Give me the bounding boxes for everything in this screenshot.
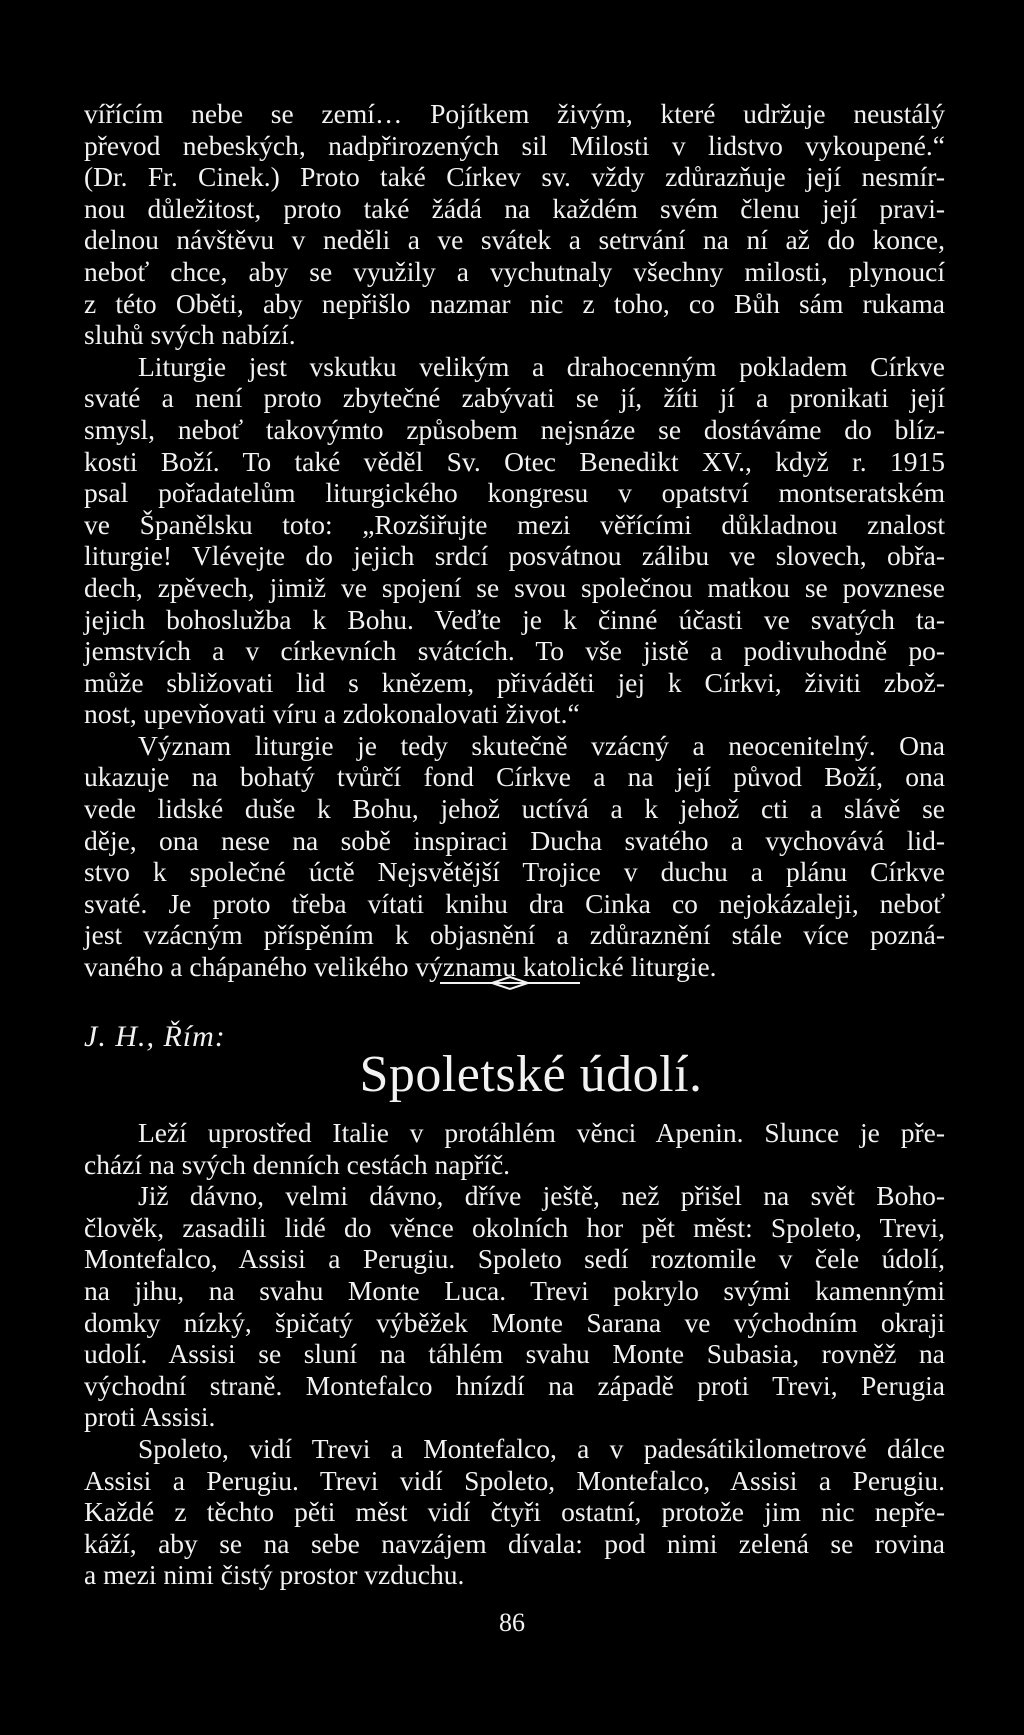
- text-line: Montefalco, Assisi a Perugiu. Spoleto sedí roztomile v čele údolí,: [84, 1243, 945, 1275]
- text-line: svaté a není proto zbytečné zabývati se jí, žíti jí a pronikati její: [84, 382, 945, 414]
- text-line: chází na svých denních cestách napříč.: [84, 1148, 511, 1180]
- text-line: liturgie! Vlévejte do jejich srdcí posvátnou zálibu ve slovech, obřa-: [84, 540, 945, 572]
- paragraph-2: [84, 351, 945, 730]
- text-line: udolí. Assisi se sluní na táhlém svahu Monte Subasia, rovněž na: [84, 1338, 945, 1370]
- ornament-divider: [440, 974, 580, 992]
- text-line: vede lidské duše k Bohu, jehož uctívá a k jehož cti a slávě se: [84, 793, 945, 825]
- text-line: na jihu, na svahu Monte Luca. Trevi pokrylo svými kamennými: [84, 1274, 945, 1306]
- paragraph-3: [84, 730, 945, 983]
- text-line: jest vzácným příspěním k objasnění a zdůraznění stále více pozná-: [84, 919, 945, 951]
- text-line: dech, zpěvech, jimiž ve spojení se svou společnou matkou se povznese: [84, 571, 945, 603]
- text-line: Každé z těchto pěti měst vidí čtyři ostatní, protože jim nic nepře-: [84, 1496, 945, 1528]
- text-line: Spoleto, vidí Trevi a Montefalco, a v padesátikilometrové dálce: [138, 1432, 945, 1464]
- text-line: východní straně. Montefalco hnízdí na západě proti Trevi, Perugia: [84, 1369, 945, 1401]
- text-line: vaného a chápaného velikého významu katolické liturgie.: [84, 951, 717, 983]
- top-text-block: [84, 98, 945, 983]
- text-line: a mezi nimi čistý prostor vzduchu.: [84, 1559, 465, 1591]
- text-line: z této Oběti, aby nepřišlo nazmar nic z toho, co Bůh sám rukama: [84, 287, 945, 319]
- text-line: káží, aby se na sebe navzájem dívala: pod nimi zelená se rovina: [84, 1527, 945, 1559]
- text-line: ukazuje na bohatý tvůrčí fond Církve a na její původ Boží, ona: [84, 761, 945, 793]
- text-line: Liturgie jest vskutku velikým a drahocenným pokladem Církve: [138, 350, 945, 382]
- text-line: jejich bohoslužba k Bohu. Veďte je k činné účasti ve svatých ta-: [84, 603, 945, 635]
- article-paragraph-2: [84, 1180, 945, 1433]
- text-line: člověk, zasadili lidé do věnce okolních hor pět měst: Spoleto, Trevi,: [84, 1211, 945, 1243]
- text-line: kosti Boží. To také věděl Sv. Otec Benedikt XV., když r. 1915: [84, 445, 945, 477]
- text-line: smysl, neboť takovýmto způsobem nejsnáze se dostáváme do blíz-: [84, 413, 945, 445]
- text-line: (Dr. Fr. Cinek.) Proto také Církev sv. vždy zdůrazňuje její nesmír-: [84, 161, 945, 193]
- article-text-block: [84, 1117, 945, 1591]
- article-title: Spoletské údolí.: [359, 1046, 703, 1103]
- text-line: stvo k společné úctě Nejsvětější Trojice v duchu a plánu Církve: [84, 856, 945, 888]
- text-line: psal pořadatelům liturgického kongresu v opatství montseratském: [84, 477, 945, 509]
- text-line: svaté. Je proto třeba vítati knihu dra Cinka co nejokázaleji, neboť: [84, 887, 945, 919]
- text-line: sluhů svých nabízí.: [84, 319, 296, 351]
- article-paragraph-3: [84, 1433, 945, 1591]
- text-line: převod nebeských, nadpřirozených sil Milosti v lidstvo vykoupené.“: [84, 129, 945, 161]
- text-line: Již dávno, velmi dávno, dříve ještě, než přišel na svět Boho-: [138, 1180, 945, 1212]
- text-line: proti Assisi.: [84, 1401, 216, 1433]
- text-line: děje, ona nese na sobě inspiraci Ducha svatého a vychovává lid-: [84, 824, 945, 856]
- page-number: 86: [499, 1608, 525, 1637]
- article-paragraph-1: [84, 1117, 945, 1180]
- text-line: nost, upevňovati víru a zdokonalovati život.“: [84, 698, 580, 730]
- text-line: Assisi a Perugiu. Trevi vidí Spoleto, Montefalco, Assisi a Perugiu.: [84, 1464, 945, 1496]
- author-byline: J. H., Řím:: [84, 1020, 226, 1053]
- paragraph-1: [84, 98, 945, 351]
- text-line: Význam liturgie je tedy skutečně vzácný a neocenitelný. Ona: [138, 729, 945, 761]
- text-line: domky nízký, špičatý výběžek Monte Sarana ve východním okraji: [84, 1306, 945, 1338]
- text-line: Leží uprostřed Italie v protáhlém věnci Apenin. Slunce je pře-: [138, 1117, 945, 1148]
- text-line: vířícím nebe se zemí… Pojítkem živým, které udržuje neustálý: [84, 98, 945, 129]
- text-line: může sbližovati lid s knězem, přiváděti jej k Církvi, živiti zbož-: [84, 666, 945, 698]
- text-line: nou důležitost, proto také žádá na každém svém členu její pravi-: [84, 192, 945, 224]
- text-line: neboť chce, aby se využily a vychutnaly všechny milosti, plynoucí: [84, 255, 945, 287]
- text-line: delnou návštěvu v neděli a ve svátek a setrvání na ní až do konce,: [84, 224, 945, 256]
- text-line: jemstvích a v církevních svátcích. To vše jistě a podivuhodně po-: [84, 635, 945, 667]
- text-line: ve Španělsku toto: „Rozšiřujte mezi věřícími důkladnou znalost: [84, 508, 945, 540]
